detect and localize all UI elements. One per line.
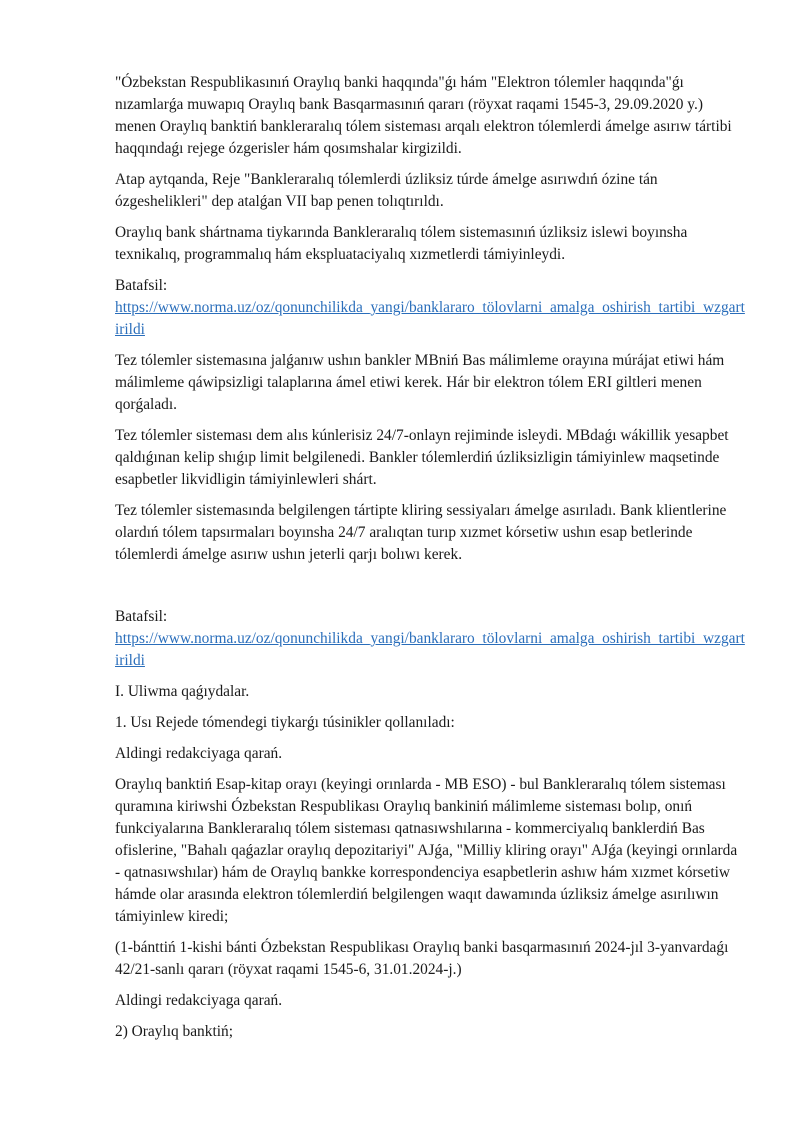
paragraph: Tez tólemler sisteması dem alıs kúnlerisiz 24/7-onlayn rejiminde isleydi. MBdaǵı wákillik yesapbet qaldıǵınan kelip shıǵıp limit belgilenedi. Bankler tólemlerdiń úzliksizligin támiyinlew maqsetinde esapbetler likvidligin támiyinlewleri shárt. — [115, 427, 729, 488]
paragraph: 1. Usı Rejede tómendegi tiykarǵı túsinikler qollanıladı: — [115, 714, 455, 731]
previous-edition-note: Aldingi redakciyaga qarań. — [115, 992, 283, 1009]
paragraph: Oraylıq banktiń Esap-kitap orayı (keyingi orınlarda - MB ESO) - bul Bankleraralıq tólem sisteması quramına kiriwshi Ózbekstan Respublikası Oraylıq bankiniń málimleme sisteması bolıp, onıń funkciyalarına Bankleraralıq tólem sisteması qatnasıwshılarına - kommerciyalıq banklerdiń Bas ofislerine, "Bahalı qaǵazlar oraylıq depozitariyi" AJǵa, "Milliy kliring orayı" AJǵa (keyingi orınlarda - qatnasıwshılar) hám de Oraylıq bankke korrespondenciya esapbetlerin ashıw hám xızmet kórsetiw hámde olar arasında elektron tólemlerdiń belgilengen waqıt dawamında úzliksiz ámelge asırılıwın támiyinlew kiredi; — [115, 776, 738, 925]
paragraph: 2) Oraylıq banktiń; — [115, 1023, 233, 1040]
paragraph: Tez tólemler sistemasında belgilengen tártipte kliring sessiyaları ámelge asırıladı. Bank klientlerine olardıń tólem tapsırmaları boyınsha 24/7 aralıqtan turıp xızmet kórsetiw ushın esap betlerinde tólemlerdi ámelge asırıw ushın jeterli qarjı bolıwı kerek. — [115, 502, 727, 563]
section-heading: I. Uliwma qaǵıydalar. — [115, 683, 250, 700]
details-link[interactable]: https://www.norma.uz/oz/qonunchilikda_yangi/banklararo_tölovlarni_amalga_oshirish_tartibi_wzgartirildi — [115, 630, 745, 669]
details-link[interactable]: https://www.norma.uz/oz/qonunchilikda_yangi/banklararo_tölovlarni_amalga_oshirish_tartibi_wzgartirildi — [115, 299, 745, 338]
previous-edition-note: Aldingi redakciyaga qarań. — [115, 745, 283, 762]
paragraph: "Ózbekstan Respublikasınıń Oraylıq banki haqqında"ǵı hám "Elektron tólemler haqqında"ǵı nızamlarǵa muwapıq Oraylıq bank Basqarmasınıń qararı (röyxat raqami 1545-3, 29.09.2020 y.) menen Oraylıq banktiń bankleraralıq tólem sisteması arqalı elektron tólemlerdi ámelge asırıw tártibi haqqındaǵı rejege ózgerisler hám qosımshalar kirgizildi. — [115, 74, 732, 157]
details-label: Batafsil: — [115, 608, 168, 625]
details-label: Batafsil: — [115, 277, 168, 294]
paragraph: Atap aytqanda, Reje "Bankleraralıq tólemlerdi úzliksiz túrde ámelge asırıwdıń ózine tán ózgeshelikleri" dep atalǵan VII bap penen tolıqtırıldı. — [115, 171, 658, 210]
document-body — [115, 72, 745, 1052]
details-block — [115, 606, 745, 672]
amendment-note: (1-bánttiń 1-kishi bánti Ózbekstan Respublikası Oraylıq banki basqarmasınıń 2024-jıl 3-yanvardaǵı 42/21-sanlı qararı (röyxat raqami 1545-6, 31.01.2024-j.) — [115, 939, 729, 978]
paragraph: Oraylıq bank shártnama tiykarında Bankleraralıq tólem sistemasınıń úzliksiz islewi boyınsha texnikalıq, programmalıq hám ekspluataciyalıq xızmetlerdi támiyinleydi. — [115, 224, 688, 263]
details-block — [115, 275, 745, 341]
paragraph: Tez tólemler sistemasına jalǵanıw ushın bankler MBniń Bas málimleme orayına múrájat etiwi hám málimleme qáwipsizligi talaplarına ámel etiwi kerek. Hár bir elektron tólem ERI giltleri menen qorǵaladı. — [115, 352, 725, 413]
